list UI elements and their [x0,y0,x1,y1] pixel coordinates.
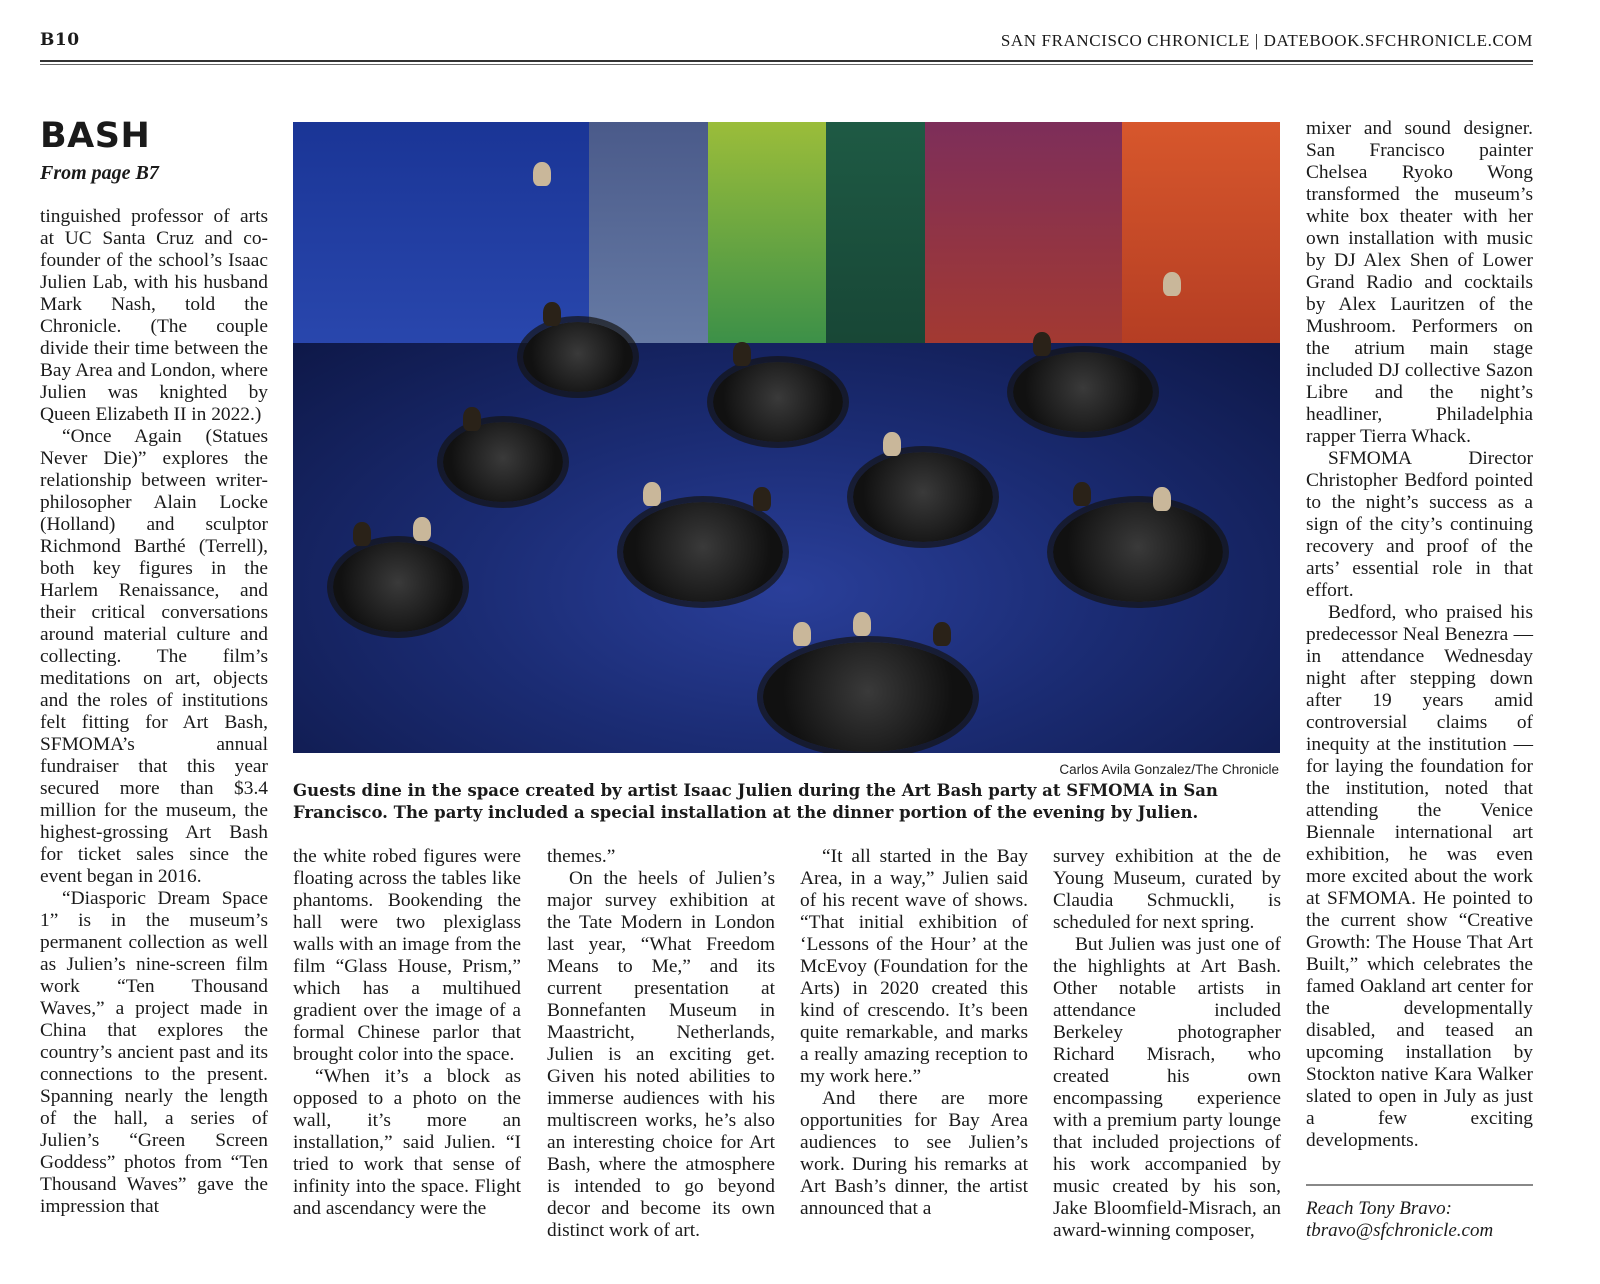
photo-guest [353,522,371,546]
column-2 [293,846,521,1220]
photo-guest [1033,332,1051,356]
author-signature [1306,1198,1533,1242]
photo-guest [753,487,771,511]
paragraph: Bedford, who praised his predecessor Neal Benezra — in attendance Wednesday night after stepping down after 19 years amid controversial claims of inequity at the institution — for laying the foundation for the institution, noted that attending the Venice Biennale international art exhibition, he was even more excited about the work at SFMOMA. He pointed to the current show “Creative Growth: The House That Art Built,” which celebrates the famed Oakland art center for the developmentally disabled, and teased an upcoming installation by Stockton native Kara Walker slated to open in July as just a few exciting developments. [1306,602,1533,1151]
signature-rule [1306,1184,1533,1186]
article-photo [293,122,1280,753]
photo-table [1053,502,1223,602]
photo-guest [883,432,901,456]
page-header [40,30,1533,56]
header-rule-thin [40,64,1533,65]
photo-guest [1073,482,1091,506]
masthead: SAN FRANCISCO CHRONICLE | DATEBOOK.SFCHRONICLE.COM [1000,31,1533,50]
page-number: B10 [40,30,80,50]
paragraph: “When it’s a block as opposed to a photo on the wall, it’s more an installation,” said Julien. “I tried to work that sense of infinity into the space. Flight and ascendancy were the [293,1066,521,1219]
photo-table [623,502,783,602]
photo-caption: Guests dine in the space created by artist Isaac Julien during the Art Bash party at SFMOMA in San Francisco. The party included a special installation at the dinner portion of the evening by Julien. [293,781,1218,822]
photo-wall-orange [1122,122,1280,374]
paragraph: “Diasporic Dream Space 1” is in the museum’s permanent collection as well as Julien’s nine-screen film work “Ten Thousand Waves,” a project made in China that explores the country’s ancient past and its connections to the present. Spanning nearly the length of the hall, a series of Julien’s “Green Screen Goddess” photos from “Ten Thousand Waves” gave the impression that [40,888,268,1217]
column-6 [1306,118,1533,1152]
paragraph: And there are more opportunities for Bay Area audiences to see Julien’s work. During his remarks at Art Bash’s dinner, the artist announced that a [800,1088,1028,1219]
photo-guest [1163,272,1181,296]
photo-table [523,322,633,392]
signature-reach: Reach Tony Bravo: [1306,1198,1452,1219]
header-rule [40,60,1533,62]
paragraph: “Once Again (Statues Never Die)” explores the relationship between writer-philosopher Alain Locke (Holland) and sculptor Richmond Barthé (Terrell), both key figures in the Harlem Renaissance, and their critical conversations around material culture and collecting. The film’s meditations on art, objects and the roles of institutions felt fitting for Art Bash, SFMOMA’s annual fundraiser that this year secured more than $3.4 million for the museum, the highest-grossing Art Bash for ticket sales since the event began in 2016. [40,426,268,887]
photo-table [1013,352,1153,432]
paragraph: But Julien was just one of the highlights at Art Bash. Other notable artists in attendance included Berkeley photographer Richard Misrach, who created his own encompassing experience with a premium party lounge that included projections of his work accompanied by music created by his son, Jake Bloomfield-Misrach, an award-winning composer, [1053,934,1281,1241]
photo-guest [793,622,811,646]
photo-wall-green [708,122,826,374]
photo-guest [463,407,481,431]
column-4 [800,846,1028,1220]
paragraph: mixer and sound designer. San Francisco painter Chelsea Ryoko Wong transformed the museum’s white box theater with her own installation with music by DJ Alex Shen of Lower Grand Radio and cocktails by Alex Lauritzen of the Mushroom. Performers on the atrium main stage included DJ collective Sazon Libre and the night’s headliner, Philadelphia rapper Tierra Whack. [1306,118,1533,447]
photo-table [333,542,463,632]
column-5 [1053,846,1281,1242]
photo-table [853,452,993,542]
paragraph: survey exhibition at the de Young Museum, curated by Claudia Schmuckli, is scheduled for next spring. [1053,846,1281,933]
column-1 [40,206,268,1218]
paragraph: “It all started in the Bay Area, in a way,” Julien said of his recent wave of shows. “That initial exhibition of ‘Lessons of the Hour’ at the McEvoy (Foundation for the Arts) in 2020 created this kind of crescendo. It’s been quite remarkable, and marks a really amazing reception to my work here.” [800,846,1028,1087]
photo-guest [933,622,951,646]
photo-guest [533,162,551,186]
photo-guest [643,482,661,506]
photo-wall-darkgreen [826,122,925,374]
photo-guest [543,302,561,326]
paragraph: tinguished professor of arts at UC Santa Cruz and co-founder of the school’s Isaac Julien Lab, with his husband Mark Nash, told the Chronicle. (The couple divide their time between the Bay Area and London, where Julien was knighted by Queen Elizabeth II in 2022.) [40,206,268,425]
column-3 [547,846,775,1242]
paragraph: themes.” [547,846,616,867]
photo-guest [733,342,751,366]
photo-guest [853,612,871,636]
photo-credit: Carlos Avila Gonzalez/The Chronicle [1059,762,1279,777]
paragraph: the white robed figures were floating across the tables like phantoms. Bookending the hall were two plexiglass walls with an image from the film “Glass House, Prism,” which has a multihued gradient over the image of a formal Chinese parlor that brought color into the space. [293,846,521,1065]
article-title: BASH [40,116,151,156]
photo-wall-red [925,122,1122,374]
photo-table [763,642,973,752]
photo-guest [1153,487,1171,511]
jump-line: From page B7 [40,162,159,184]
paragraph: On the heels of Julien’s major survey exhibition at the Tate Modern in London last year, “What Freedom Means to Me,” and its current presentation at Bonnefanten Museum in Maastricht, Netherlands, Julien is an exciting get. Given his noted abilities to immerse audiences with his multiscreen works, he’s also an interesting choice for Art Bash, where the atmosphere is intended to go beyond decor and become its own distinct work of art. [547,868,775,1241]
photo-table [713,362,843,442]
photo-table [443,422,563,502]
paragraph: SFMOMA Director Christopher Bedford pointed to the night’s success as a sign of the city’s continuing recovery and proof of the arts’ essential role in that effort. [1306,448,1533,601]
author-email[interactable]: tbravo@sfchronicle.com [1306,1220,1494,1241]
photo-guest [413,517,431,541]
